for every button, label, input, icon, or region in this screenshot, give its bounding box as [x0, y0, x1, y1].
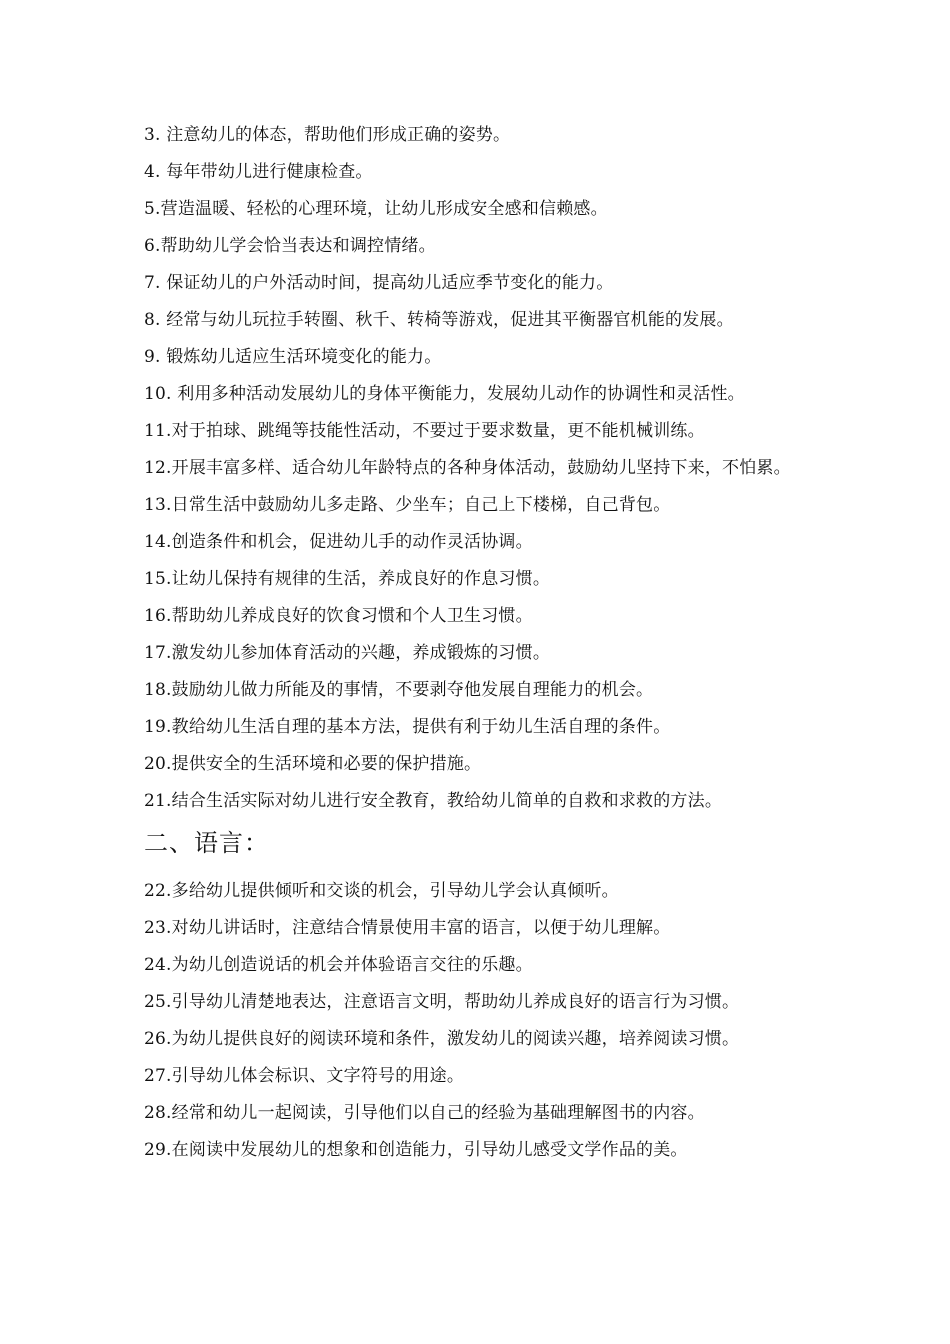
list-item: 17.激发幼儿参加体育活动的兴趣，养成锻炼的习惯。	[144, 643, 551, 663]
list-item: 19.教给幼儿生活自理的基本方法，提供有利于幼儿生活自理的条件。	[144, 717, 671, 737]
list-item: 27.引导幼儿体会标识、文字符号的用途。	[144, 1066, 465, 1086]
list-item: 12.开展丰富多样、适合幼儿年龄特点的各种身体活动，鼓励幼儿坚持下来，不怕累。	[144, 458, 791, 478]
list-item: 9. 锻炼幼儿适应生活环境变化的能力。	[144, 347, 442, 367]
list-item: 10. 利用多种活动发展幼儿的身体平衡能力，发展幼儿动作的协调性和灵活性。	[144, 384, 745, 404]
list-item: 26.为幼儿提供良好的阅读环境和条件，激发幼儿的阅读兴趣，培养阅读习惯。	[144, 1029, 740, 1049]
list-item: 24.为幼儿创造说话的机会并体验语言交往的乐趣。	[144, 955, 533, 975]
list-item: 21.结合生活实际对幼儿进行安全教育，教给幼儿简单的自救和求救的方法。	[144, 791, 723, 811]
health-items-list	[144, 124, 814, 812]
list-item: 15.让幼儿保持有规律的生活，养成良好的作息习惯。	[144, 569, 551, 589]
list-item: 4. 每年带幼儿进行健康检查。	[144, 162, 373, 182]
language-items-list	[144, 880, 814, 1161]
list-item: 11.对于拍球、跳绳等技能性活动，不要过于要求数量，更不能机械训练。	[144, 421, 705, 441]
list-item: 5.营造温暖、轻松的心理环境，让幼儿形成安全感和信赖感。	[144, 199, 608, 219]
section-heading-language: 二、语言：	[144, 829, 269, 857]
list-item: 25.引导幼儿清楚地表达，注意语言文明，帮助幼儿养成良好的语言行为习惯。	[144, 992, 740, 1012]
list-item: 13.日常生活中鼓励幼儿多走路、少坐车；自己上下楼梯，自己背包。	[144, 495, 671, 515]
list-item: 29.在阅读中发展幼儿的想象和创造能力，引导幼儿感受文学作品的美。	[144, 1140, 688, 1160]
list-item: 3. 注意幼儿的体态，帮助他们形成正确的姿势。	[144, 125, 511, 145]
list-item: 7. 保证幼儿的户外活动时间，提高幼儿适应季节变化的能力。	[144, 273, 614, 293]
list-item: 8. 经常与幼儿玩拉手转圈、秋千、转椅等游戏，促进其平衡器官机能的发展。	[144, 310, 734, 330]
document-body	[144, 124, 814, 1176]
list-item: 22.多给幼儿提供倾听和交谈的机会，引导幼儿学会认真倾听。	[144, 881, 619, 901]
list-item: 14.创造条件和机会，促进幼儿手的动作灵活协调。	[144, 532, 533, 552]
list-item: 16.帮助幼儿养成良好的饮食习惯和个人卫生习惯。	[144, 606, 533, 626]
list-item: 6.帮助幼儿学会恰当表达和调控情绪。	[144, 236, 436, 256]
list-item: 20.提供安全的生活环境和必要的保护措施。	[144, 754, 482, 774]
list-item: 28.经常和幼儿一起阅读，引导他们以自己的经验为基础理解图书的内容。	[144, 1103, 705, 1123]
list-item: 23.对幼儿讲话时，注意结合情景使用丰富的语言，以便于幼儿理解。	[144, 918, 671, 938]
list-item: 18.鼓励幼儿做力所能及的事情，不要剥夺他发展自理能力的机会。	[144, 680, 654, 700]
